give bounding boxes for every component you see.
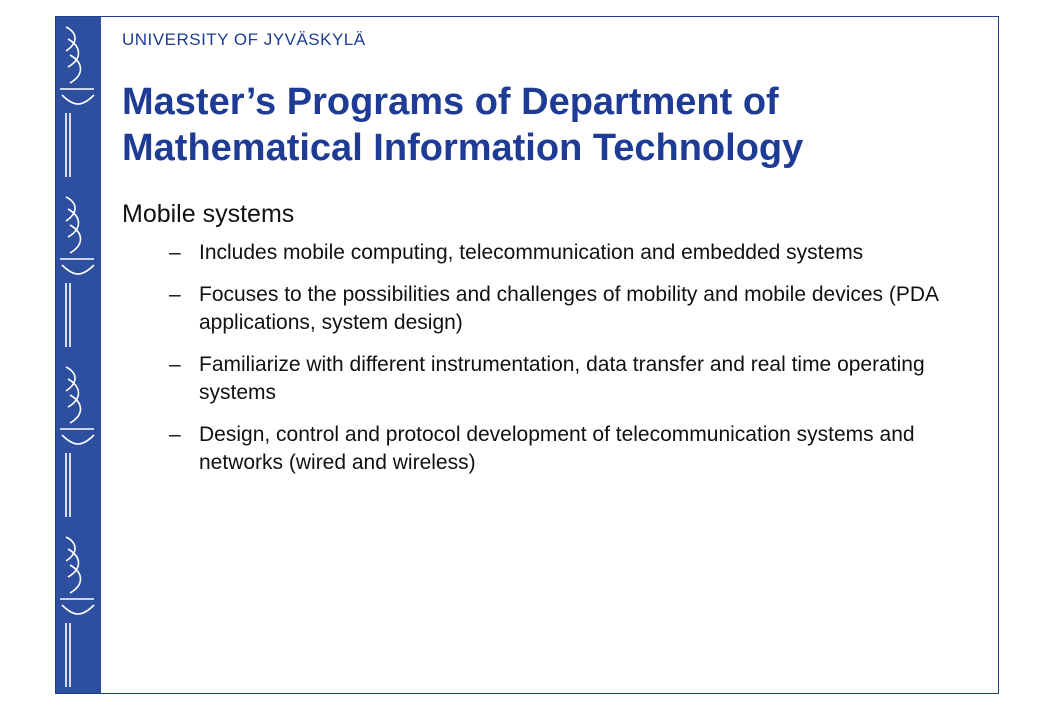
- bullet-marker: –: [169, 241, 181, 264]
- bullet-marker: –: [169, 283, 181, 306]
- torch-emblem-icon: [56, 17, 101, 187]
- bullet-text: Familiarize with different instrumentation, data transfer and real time operating systems: [199, 353, 925, 404]
- bullet-list: [169, 239, 959, 491]
- bullet-marker: –: [169, 423, 181, 446]
- bullet-item: [169, 351, 959, 407]
- slide-title: Master’s Programs of Department of Mathematical Information Technology: [122, 81, 804, 169]
- bullet-text: Focuses to the possibilities and challenges of mobility and mobile devices (PDA applications, system design): [199, 283, 938, 334]
- slide: [55, 16, 999, 694]
- torch-emblem-icon: [56, 187, 101, 357]
- bullet-text: Design, control and protocol development of telecommunication systems and networks (wired and wireless): [199, 423, 915, 474]
- university-name: UNIVERSITY OF JYVÄSKYLÄ: [122, 30, 366, 49]
- bullet-item: [169, 239, 959, 267]
- bullet-text: Includes mobile computing, telecommunication and embedded systems: [199, 241, 864, 264]
- side-band: [56, 17, 101, 693]
- bullet-item: [169, 281, 959, 337]
- torch-emblem-icon: [56, 527, 101, 697]
- bullet-marker: –: [169, 353, 181, 376]
- slide-subtitle: Mobile systems: [122, 200, 295, 228]
- torch-emblem-icon: [56, 357, 101, 527]
- bullet-item: [169, 421, 959, 477]
